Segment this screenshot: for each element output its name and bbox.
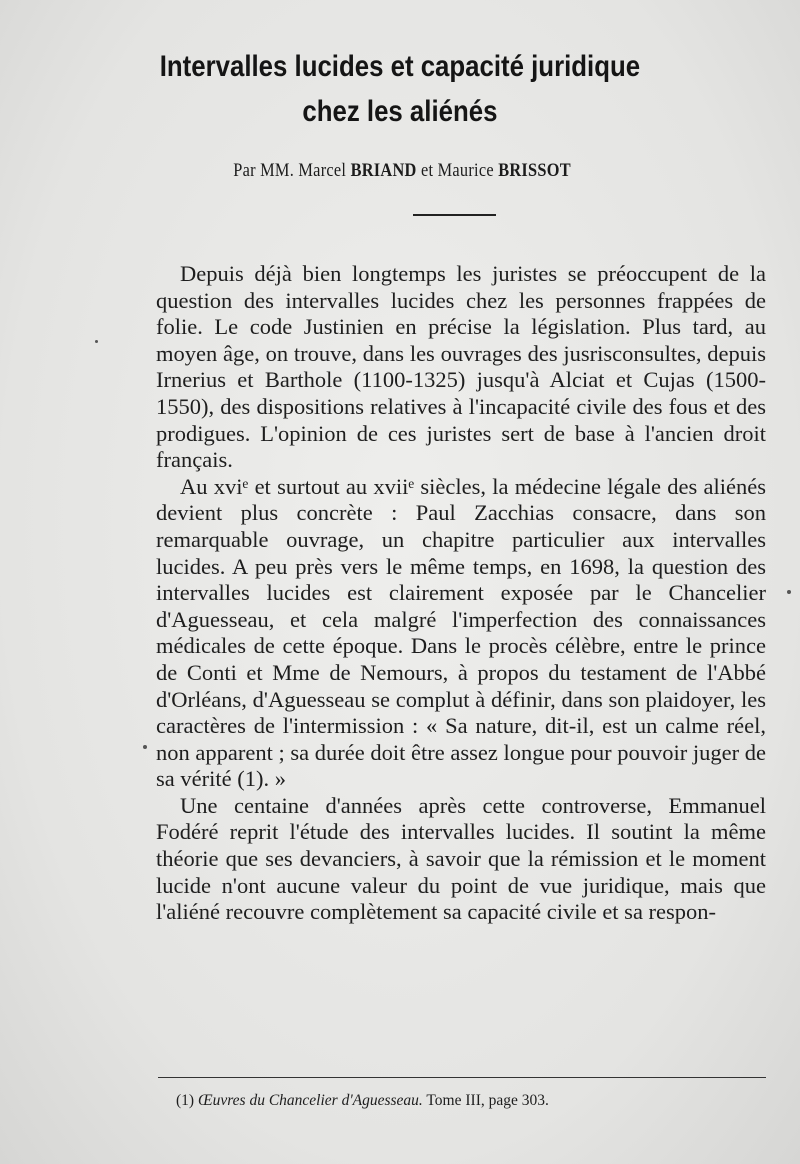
byline (0, 160, 800, 182)
author-2-first-name: Maurice (437, 160, 494, 181)
footnote-reference: Tome III, page 303. (426, 1092, 549, 1109)
scan-speck (143, 745, 147, 749)
article-body (156, 261, 766, 926)
byline-conjunction: et (420, 160, 434, 181)
paragraph: Depuis déjà bien longtemps les juristes se préoccupent de la question des intervalles lucides chez les personnes frappées de folie. Le code Justinien en précise la législation. Plus tard, au moyen âge, on trouve, dans les ouvrages des jusrisconsultes, depuis Irnerius et Barthole (1100-1325) jusqu'à Alciat et Cujas (1500-1550), des dispositions relatives à l'incapacité civile des fous et des prodigues. L'opinion de ces juristes sert de base à l'ancien droit français. (156, 261, 766, 473)
footnote (176, 1092, 549, 1110)
footnote-divider (158, 1077, 766, 1078)
byline-prefix: Par MM. (233, 160, 295, 181)
scan-speck (95, 340, 98, 343)
paragraph: Au xviᵉ et surtout au xviiᵉ siècles, la médecine légale des aliénés devient plus concrète : Paul Zacchias consacre, dans son remarquable ouvrage, un chapitre particulier aux intervalles lucides. A peu près vers le même temps, en 1698, la question des intervalles lucides est clairement exposée par le Chancelier d'Aguesseau, et cela malgré l'imperfection des connaissances médicales de cette époque. Dans le procès célèbre, entre le prince de Conti et Mme de Nemours, à propos du testament de l'Abbé d'Orléans, d'Aguesseau se complut à définir, dans son plaidoyer, les caractères de l'intermission : « Sa nature, dit-il, est un calme réel, non apparent ; sa durée doit être assez longue pour pouvoir juger de sa vérité (1). » (156, 473, 766, 792)
article-title-line-2: chez les aliénés (302, 95, 498, 128)
title-divider (413, 214, 496, 216)
footnote-source-title: Œuvres du Chancelier d'Aguesseau. (197, 1092, 423, 1109)
author-1-first-name: Marcel (298, 160, 347, 181)
paragraph: Une centaine d'années après cette controverse, Emmanuel Fodéré reprit l'étude des intervalles lucides. Il soutint la même théorie que ses devanciers, à savoir que la rémission et le moment lucide n'ont aucune valeur du point de vue juridique, mais que l'aliéné recouvre complètement sa capacité civile et sa respon- (156, 792, 766, 925)
footnote-marker: (1) (176, 1092, 195, 1109)
author-1-last-name: BRIAND (350, 160, 417, 181)
author-2-last-name: BRISSOT (498, 160, 571, 181)
article-title-line-1: Intervalles lucides et capacité juridique (159, 50, 641, 83)
scan-speck (787, 590, 791, 594)
